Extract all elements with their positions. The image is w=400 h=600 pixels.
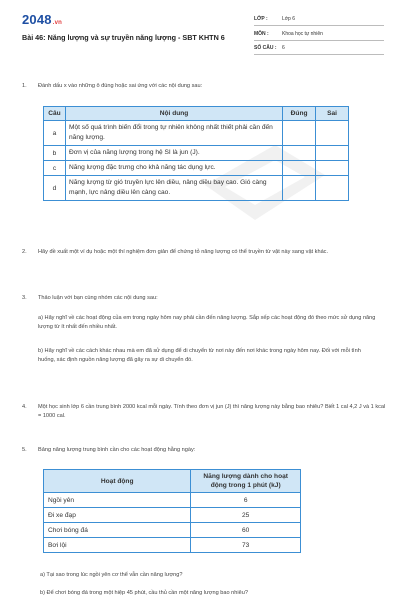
question-text: Hãy đề xuất một ví dụ hoặc một thí nghiệm đơn giản để chứng tỏ năng lượng có thể truyền từ vật này sang vật khác.: [38, 249, 329, 255]
true-cell[interactable]: [283, 161, 316, 176]
true-false-table: [43, 106, 349, 201]
question-number: 4.: [22, 404, 27, 410]
false-cell[interactable]: [316, 161, 349, 176]
energy-cell: 73: [191, 538, 301, 553]
false-cell[interactable]: [316, 121, 349, 146]
table-row: [44, 176, 349, 201]
true-cell[interactable]: [283, 146, 316, 161]
row-label: d: [44, 176, 66, 201]
activity-cell: Đi xe đạp: [44, 508, 191, 523]
question-number: 2.: [22, 249, 27, 255]
false-cell[interactable]: [316, 176, 349, 201]
energy-activity-table: [43, 469, 301, 553]
question-number: 3.: [22, 295, 27, 301]
table-header: Sai: [316, 107, 349, 121]
logo-text: 2048: [22, 12, 52, 27]
table-row: [44, 508, 301, 523]
question-text: Một học sinh lớp 6 cần trung bình 2000 kcal mỗi ngày. Tính theo đơn vị jun (J) thì năng lượng này bằng bao nhiêu? Biết 1 cal 4,2 J và 1 kcal = 1000 cal.: [38, 404, 386, 419]
false-cell[interactable]: [316, 146, 349, 161]
meta-key: LỚP :: [254, 16, 268, 22]
table-header: Nội dung: [65, 107, 282, 121]
question-number: 5.: [22, 447, 27, 453]
meta-value: 6: [282, 45, 285, 51]
question-text: Thảo luận với bạn cùng nhóm các nội dung sau:: [38, 295, 158, 301]
table-row: [44, 538, 301, 553]
meta-key: SỐ CÂU :: [254, 45, 277, 51]
activity-cell: Bơi lội: [44, 538, 191, 553]
activity-cell: Ngồi yên: [44, 493, 191, 508]
meta-value: Khoa học tự nhiên: [282, 30, 323, 37]
document-title: Bài 46: Năng lượng và sự truyền năng lượng - SBT KHTN 6: [22, 33, 225, 42]
question-3b: b) Hãy nghĩ về các cách khác nhau mà em đã sử dụng để di chuyển từ nơi này đến nơi khác trong ngày hôm nay. Đối với mỗi tình huống, xác định nguồn năng lượng đã gây ra sự di chuyển đó.: [38, 348, 361, 363]
question-3a: a) Hãy nghĩ về các hoạt động của em trong ngày hôm nay phải cần đến năng lượng. Sắp xếp các hoạt động đó theo mức sử dụng năng lượng từ ít nhất đến nhiều nhất.: [38, 315, 376, 330]
question-text: Bảng năng lượng trung bình cần cho các hoạt động hằng ngày:: [38, 447, 196, 453]
question-text: Đánh dấu x vào những ô đúng hoặc sai ứng với các nội dung sau:: [38, 83, 203, 89]
row-content: Một số quá trình biến đổi trong tự nhiên không nhất thiết phải cần đến năng lượng.: [65, 121, 282, 146]
energy-cell: 60: [191, 523, 301, 538]
energy-cell: 6: [191, 493, 301, 508]
table-row: [44, 146, 349, 161]
table-header: Hoạt động: [44, 470, 191, 493]
logo-suffix: .vn: [52, 20, 63, 26]
question-5a: a) Tại sao trong lúc ngồi yên cơ thể vẫn cần năng lượng?: [40, 572, 183, 578]
row-label: b: [44, 146, 66, 161]
row-content: Năng lượng từ gió truyền lực lên diều, nâng diều bay cao. Gió càng mạnh, lực nâng diều lên càng cao.: [65, 176, 282, 201]
row-label: a: [44, 121, 66, 146]
meta-key: MÔN :: [254, 30, 269, 37]
row-content: Đơn vị của năng lượng trong hệ SI là jun (J).: [65, 146, 282, 161]
table-row: [44, 161, 349, 176]
table-row: [44, 121, 349, 146]
question-number: 1.: [22, 83, 27, 89]
table-row: [44, 523, 301, 538]
row-label: c: [44, 161, 66, 176]
table-row: [44, 493, 301, 508]
question-5b: b) Để chơi bóng đá trong một hiệp 45 phút, cầu thủ cần một năng lượng bao nhiêu?: [40, 590, 248, 596]
activity-cell: Chơi bóng đá: [44, 523, 191, 538]
table-header: Đúng: [283, 107, 316, 121]
meta-value: Lớp 6: [282, 16, 296, 22]
true-cell[interactable]: [283, 176, 316, 201]
table-header: Năng lượng dành cho hoạt động trong 1 phút (kJ): [191, 470, 301, 493]
table-header: Câu: [44, 107, 66, 121]
true-cell[interactable]: [283, 121, 316, 146]
energy-cell: 25: [191, 508, 301, 523]
row-content: Năng lượng đặc trưng cho khả năng tác dụng lực.: [65, 161, 282, 176]
